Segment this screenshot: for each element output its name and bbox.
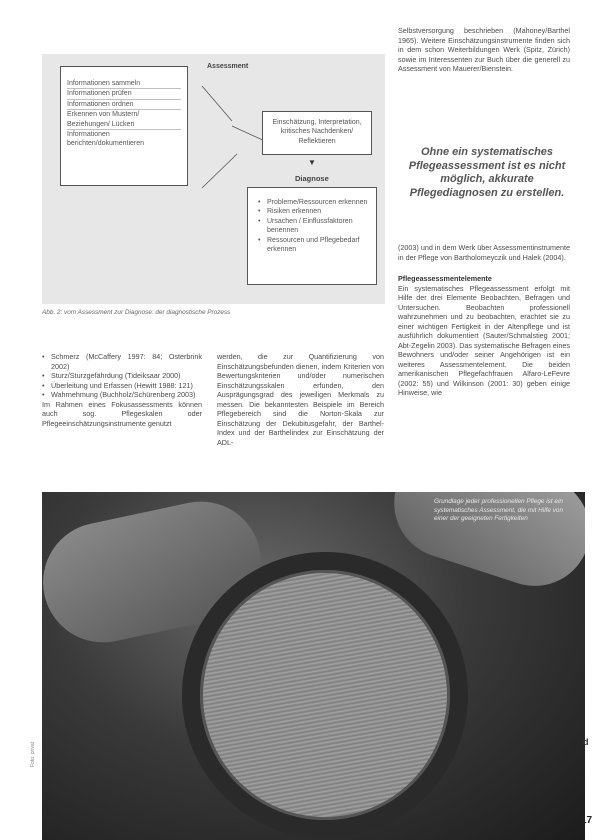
assessment-title: Assessment	[207, 63, 249, 70]
step-check: Informationen prüfen	[67, 88, 181, 98]
middle-paragraph: werden, die zur Quantifizierung von Einschätzungsbefunden dienen, indem Kriterien von Bewertungskriterien und/oder numerischen Einschätzungsskalen erfunden, den Ausprägungsgrad des jeweiligen Merkmals zu messen. Die bekanntesten Beispiele im Bereich Pflegebereich sind die Norton-Skala zur Einschätzung der Dekubitusgefahr, der Barthel-Index und der Barthelindex zur Einschätzung der ADL-	[217, 352, 384, 447]
right-body-paragraph: Ein systematisches Pflegeassessment erfolgt mit Hilfe der drei Elemente Beobachten, Befragen und Untersuchen. Beobachten professionell wahrzunehmen und zu beobachten, erachtet sie zu einer wichtigen Fertigkeit in der Altenpflege und ist ausführlich dokumentiert (Sauter/Schmalstieg 2001; Abt-Zegelin 2003). Das systematische Befragen eines Bewohners und/oder seiner Angehörigen ist ein weiteres Assessmentelement. Die beiden amerikanischen Pflegefachfrauen Alfaro-LeFevre (2002: 55) und Wilkinson (2001: 30) geben einige Hinweise, wie	[398, 283, 570, 397]
left-column	[42, 352, 202, 428]
interpretation-text: Einschätzung, Interpretation, kritisches Nachdenken/ Reflektieren	[272, 119, 362, 145]
diagnose-item: • Ursachen / Einflussfaktoren benennen	[258, 217, 370, 236]
assessment-steps-box	[60, 66, 188, 186]
photo-caption: Grundlage jeder professionellen Pflege ist ein systematisches Assessment, die mit Hilfe von einer der geeigneten Fertigkeiten	[434, 498, 564, 522]
left-paragraph: Im Rahmen eines Fokusassessments können auch sog. Pflegeskalen oder Pflegeeinschätzungsinstrumente genutzt	[42, 399, 202, 428]
diagnose-item: • Ressourcen und Pflegebedarf erkennen	[258, 236, 370, 255]
process-diagram	[42, 54, 385, 304]
step-collect: Informationen sammeln	[67, 80, 141, 87]
interpretation-box	[262, 111, 372, 155]
down-arrow-icon: ▼	[308, 158, 316, 167]
photo-credit: Foto: privat	[30, 742, 36, 768]
diagnose-box	[247, 187, 377, 285]
list-item: • Schmerz (McCaffery 1997: 84; Osterbrink 2002)	[42, 352, 202, 371]
step-order: Informationen ordnen	[67, 99, 181, 109]
magnifying-glass-icon	[182, 552, 468, 838]
list-item: • Überleitung und Erfassen (Hewitt 1988: 121)	[42, 381, 202, 391]
right-top-paragraph: Selbstversorgung beschrieben (Mahoney/Barthel 1965). Weitere Einschätzungsinstrumente finden sich in dem schon Weiterbildungen Werk (Spitz, Zürich) sowie im Interessenten zur Buch über die generell zu Assessment von Mauerer/Bienstein.	[398, 26, 570, 73]
page-number: 17	[581, 815, 593, 826]
arrow-line-bottom	[202, 154, 237, 188]
pull-quote: Ohne ein systematisches Pflegeassessment ist es nicht möglich, akkurate Pflegediagnosen zu erstellen.	[408, 146, 566, 199]
list-item: • Sturz/Sturzgefährdung (Tideiksaar 2000)	[42, 371, 202, 381]
right-mid-paragraph: (2003) und in dem Werk über Assessmentinstrumente in der Pflege von Bartholomeyczik und Halek (2004).	[398, 243, 570, 262]
step-patterns: Erkennen von Mustern/ Beziehungen/ Lücken	[67, 109, 181, 129]
step-report: Informationen berichten/dokumentieren	[67, 129, 181, 149]
right-column-top	[398, 26, 570, 74]
diagnose-item: • Risiken erkennen	[258, 207, 370, 216]
right-column-bottom	[398, 243, 570, 398]
diagnose-title: Diagnose	[295, 174, 329, 183]
magnifier-photo	[42, 492, 585, 840]
figure-caption: Abb. 2: vom Assessment zur Diagnose: der diagnostische Prozess	[42, 309, 231, 316]
section-heading: Pflegeassessmentelemente	[398, 274, 492, 283]
diagnose-item: • Probleme/Ressourcen erkennen	[258, 198, 370, 207]
assessment-list	[42, 352, 202, 400]
list-item: • Wahrnehmung (Buchholz/Schürenberg 2003)	[42, 390, 202, 400]
arrow-line-top	[202, 86, 232, 121]
middle-column	[217, 352, 384, 447]
side-tab: d	[583, 737, 589, 747]
